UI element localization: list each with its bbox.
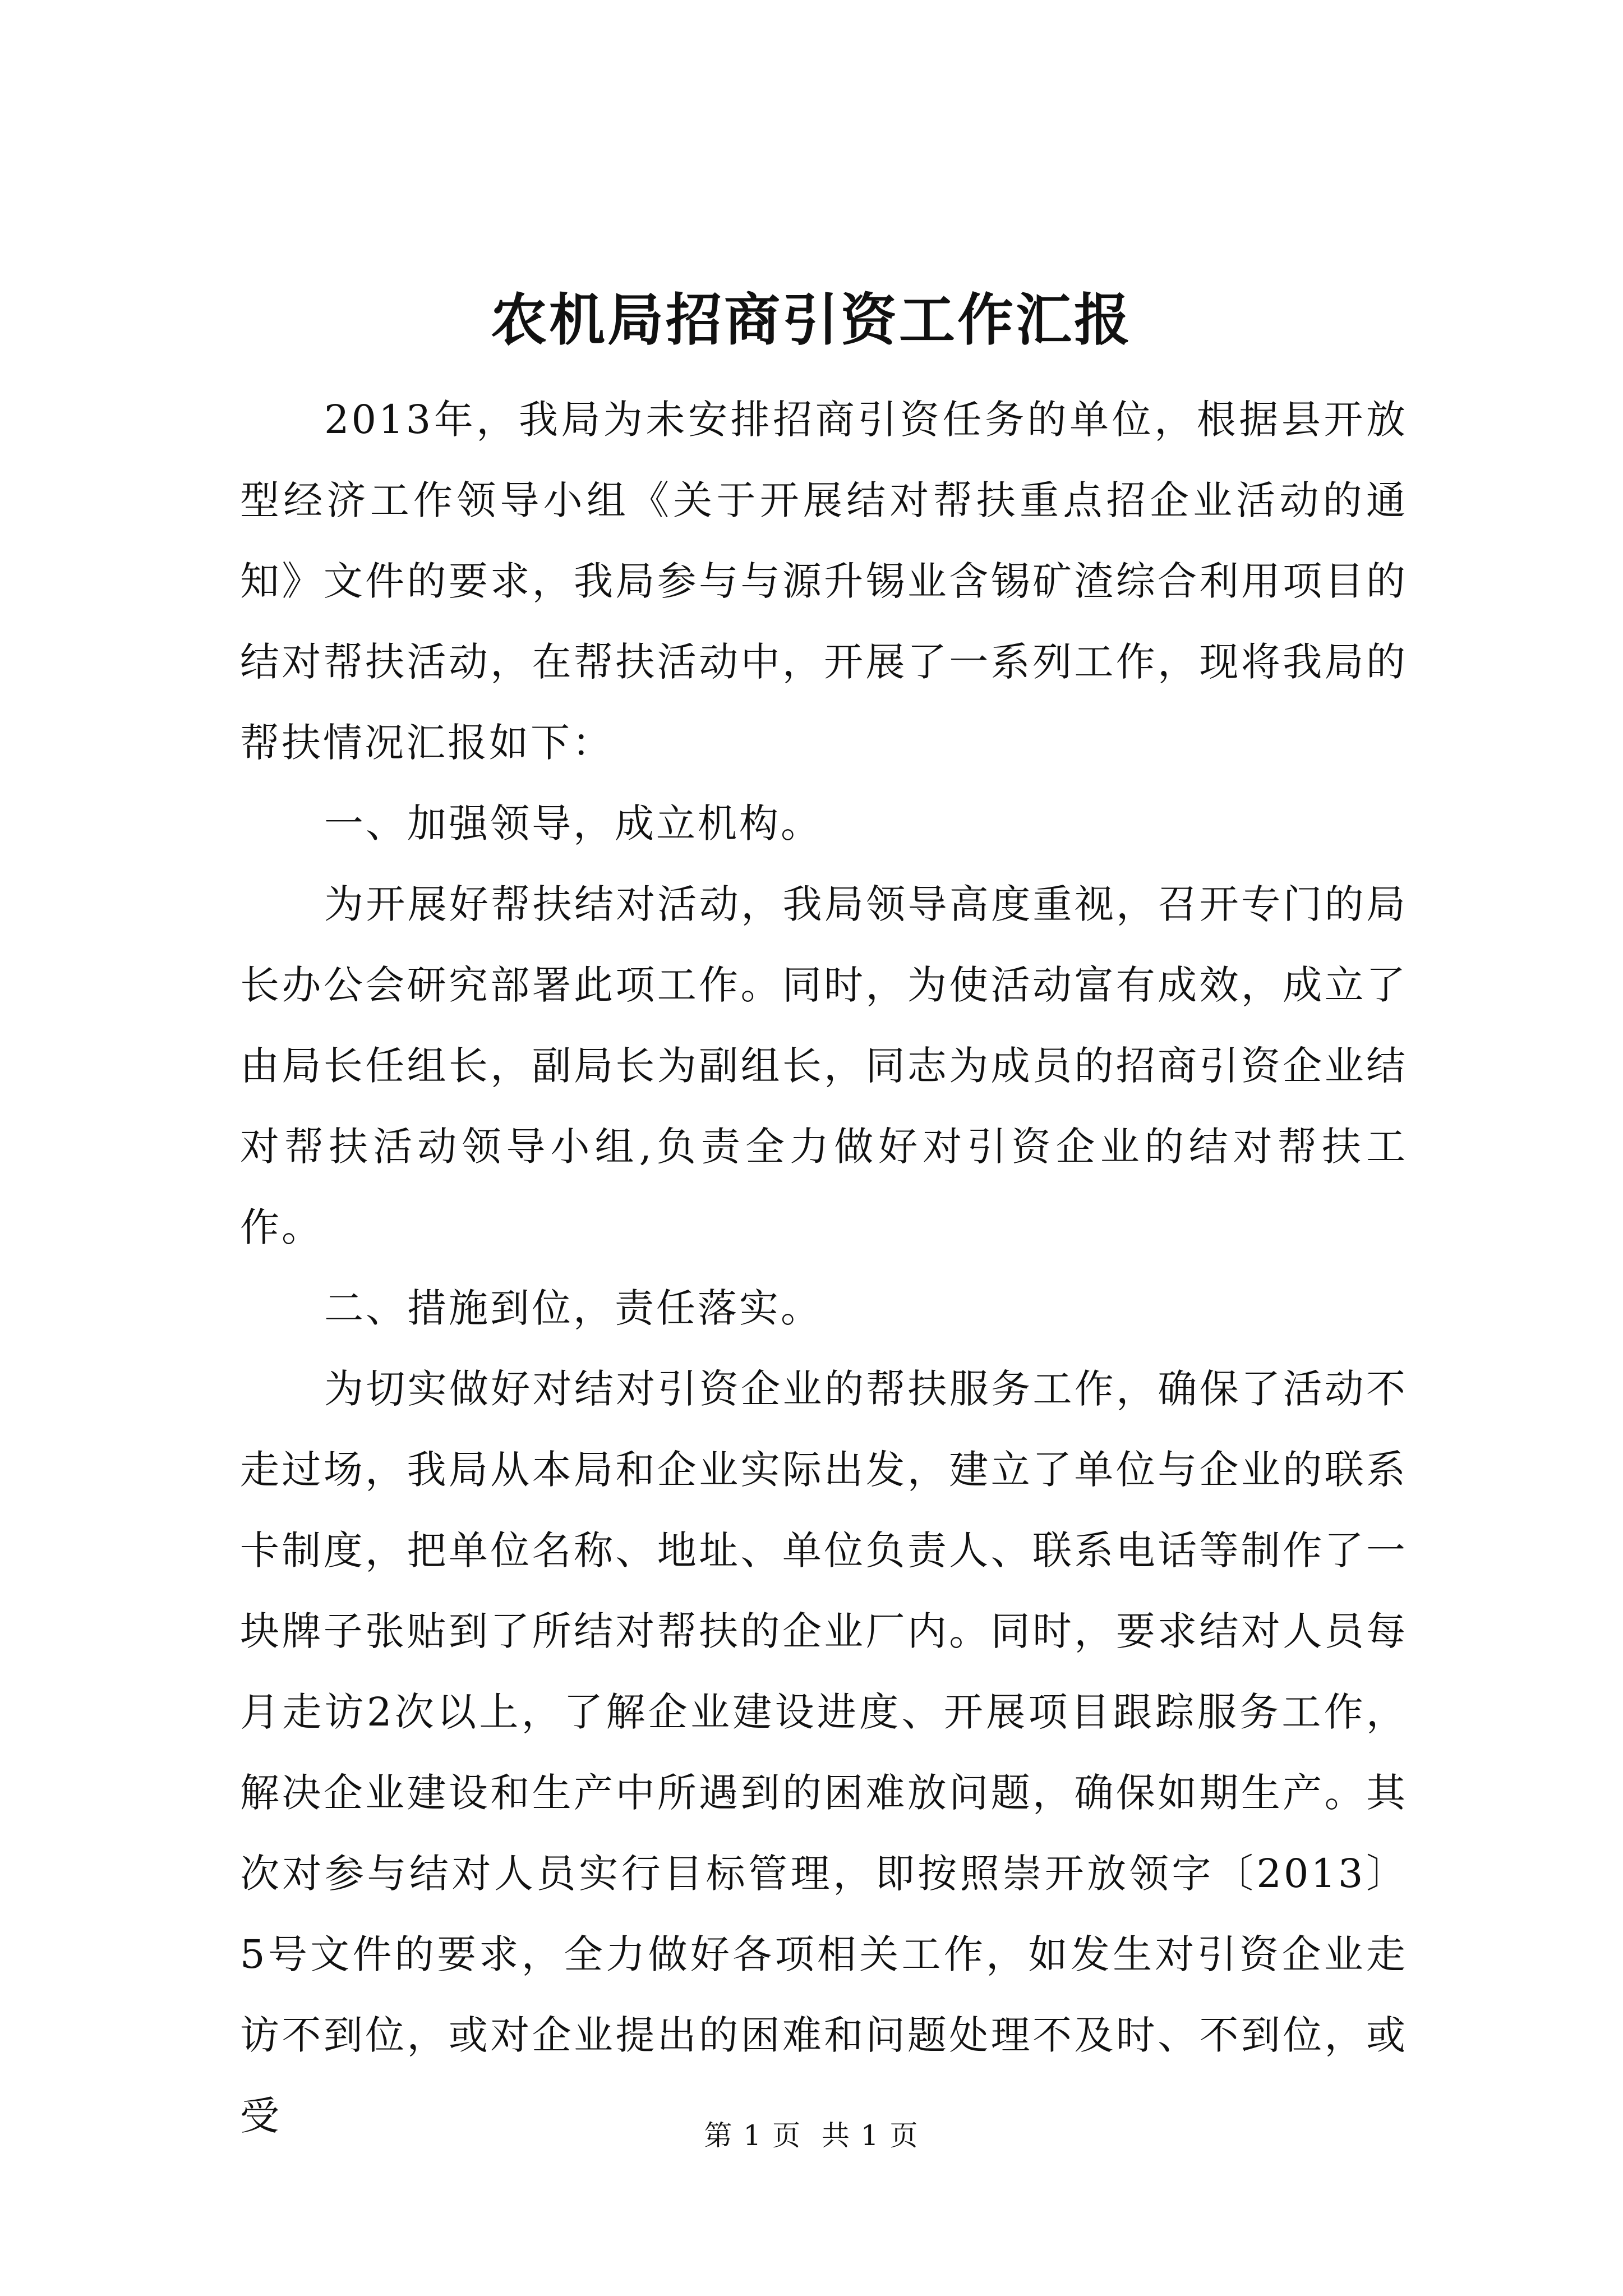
paragraph-intro: 2013年，我局为未安排招商引资任务的单位，根据县开放型经济工作领导小组《关于开展结对帮扶重点招企业活动的通知》文件的要求，我局参与与源升锡业含锡矿渣综合利用项目的结对帮扶活动，在帮扶活动中，开展了一系列工作，现将我局的帮扶情况汇报如下： xyxy=(240,397,1408,766)
section-heading-2: 二、措施到位，责任落实。 xyxy=(324,1285,822,1331)
section-heading-1: 一、加强领导，成立机构。 xyxy=(324,800,822,846)
page-footer xyxy=(0,2116,1623,2155)
paragraph-section-1: 为开展好帮扶结对活动，我局领导高度重视，召开专门的局长办公会研究部署此项工作。同时，为使活动富有成效，成立了由局长任组长，副局长为副组长，同志为成员的招商引资企业结对帮扶活动领导小组,负责全力做好对引资企业的结对帮扶工作。 xyxy=(240,881,1408,1250)
document-body xyxy=(240,379,1408,2156)
page-number: 第 1 页 共 1 页 xyxy=(704,2119,919,2152)
paragraph-section-2: 为切实做好对结对引资企业的帮扶服务工作，确保了活动不走过场，我局从本局和企业实际出发，建立了单位与企业的联系卡制度，把单位名称、地址、单位负责人、联系电话等制作了一块牌子张贴到了所结对帮扶的企业厂内。同时，要求结对人员每月走访2次以上，了解企业建设进度、开展项目跟踪服务工作，解决企业建设和生产中所遇到的困难放问题，确保如期生产。其次对参与结对人员实行目标管理，即按照崇开放领字〔2013〕5号文件的要求，全力做好各项相关工作，如发生对引资企业走访不到位，或对企业提出的困难和问题处理不及时、不到位，或受 xyxy=(240,1366,1408,2139)
document-title: 农机局招商引资工作汇报 xyxy=(491,287,1132,353)
